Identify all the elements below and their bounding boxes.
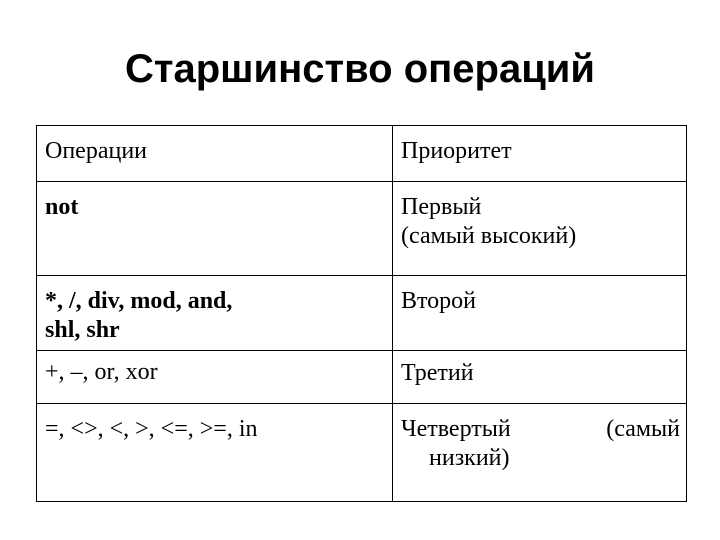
priority-cell [393, 404, 687, 502]
table-header-row [37, 126, 687, 182]
priority-line: низкий) [429, 445, 510, 471]
priority-cell [393, 182, 687, 276]
priority-cell [393, 276, 687, 351]
operations-text: =, <>, <, >, <=, >=, in [45, 416, 258, 442]
priority-word: (самый [606, 416, 680, 442]
table-row [37, 404, 687, 502]
header-operations: Операции [37, 126, 393, 182]
table-row [37, 276, 687, 351]
priority-line: (самый высокий) [401, 223, 577, 249]
priority-line: Первый [401, 194, 482, 220]
operations-line: shl, shr [45, 317, 120, 343]
operations-line: *, /, div, mod, and, [45, 288, 233, 314]
table-row [37, 351, 687, 404]
priority-text: Второй [401, 288, 477, 314]
operations-text: +, –, or, xor [45, 359, 158, 385]
operations-cell [37, 182, 393, 276]
priority-word: Четвертый [401, 416, 511, 442]
page-title: Старшинство операций [125, 47, 595, 91]
operations-cell [37, 276, 393, 351]
operations-cell [37, 404, 393, 502]
priority-line [401, 415, 680, 444]
operations-cell [37, 351, 393, 404]
header-priority: Приоритет [393, 126, 687, 182]
priority-text: Третий [401, 360, 474, 386]
operations-text: not [45, 194, 79, 220]
operations-priority-table [36, 125, 687, 502]
table-row [37, 182, 687, 276]
priority-cell [393, 351, 687, 404]
